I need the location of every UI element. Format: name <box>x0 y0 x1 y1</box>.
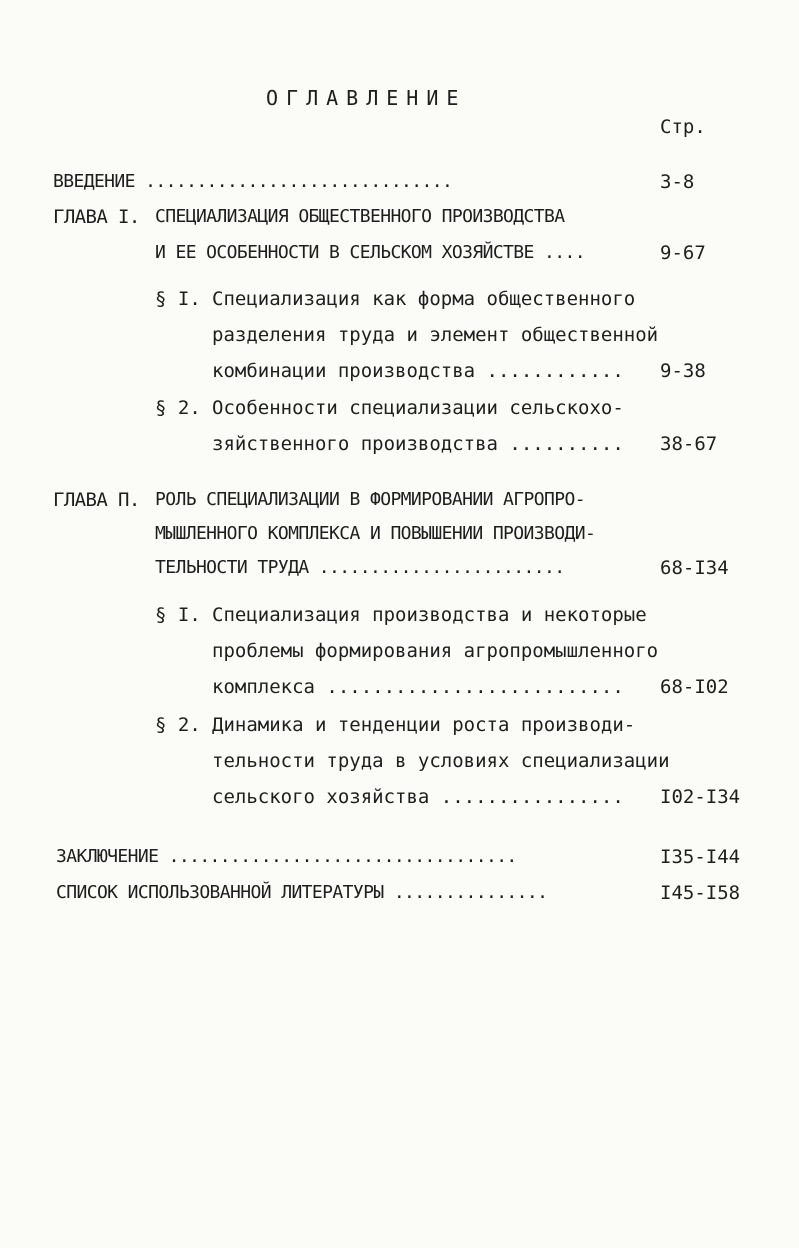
toc-ch1-section2-line2: зяйственного производства .......... <box>212 433 624 455</box>
toc-ch1-section2-label: § 2. <box>155 397 201 419</box>
toc-chapter1-line1: СПЕЦИАЛИЗАЦИЯ ОБЩЕСТВЕННОГО ПРОИЗВОДСТВА <box>155 206 565 227</box>
toc-ch2-section2-line3: сельского хозяйства ................ <box>212 786 624 808</box>
toc-pages-intro: 3-8 <box>660 171 695 193</box>
toc-pages-ch1-section2: 38-67 <box>660 433 718 455</box>
toc-pages-ch2-section2: I02-I34 <box>660 786 741 808</box>
toc-ch2-section2-line2: тельности труда в условиях специализации <box>212 750 670 772</box>
toc-pages-conclusion: I35-I44 <box>660 846 741 868</box>
toc-ch1-section2-line1: Особенности специализации сельскохо- <box>212 397 624 419</box>
toc-ch1-section1-line2: разделения труда и элемент общественной <box>212 324 659 346</box>
toc-chapter2-label: ГЛАВА П. <box>53 489 140 511</box>
toc-ch1-section1-label: § I. <box>155 288 201 310</box>
page-title: ОГЛАВЛЕНИЕ <box>266 86 467 110</box>
toc-entry-conclusion: ЗАКЛЮЧЕНИЕ .................................. <box>56 846 517 867</box>
toc-pages-chapter2: 68-I34 <box>660 557 729 579</box>
toc-ch2-section1-line1: Специализация производства и некоторые <box>212 604 647 626</box>
toc-ch2-section2-line1: Динамика и тенденции роста производи- <box>212 714 636 736</box>
toc-pages-chapter1: 9-67 <box>660 242 706 264</box>
toc-pages-ch2-section1: 68-I02 <box>660 676 729 698</box>
toc-ch1-section1-line1: Специализация как форма общественного <box>212 288 636 310</box>
toc-entry-intro: ВВЕДЕНИЕ .............................. <box>53 171 453 192</box>
toc-ch2-section1-line3: комплекса .......................... <box>212 676 624 698</box>
toc-chapter2-line2: МЫШЛЕННОГО КОМПЛЕКСА И ПОВЫШЕНИИ ПРОИЗВОДИ- <box>155 523 596 544</box>
toc-ch2-section2-label: § 2. <box>155 714 201 736</box>
toc-chapter2-line1: РОЛЬ СПЕЦИАЛИЗАЦИИ В ФОРМИРОВАНИИ АГРОПРО- <box>155 489 585 510</box>
toc-ch1-section1-line3: комбинации производства ............ <box>212 360 624 382</box>
toc-pages-bibliography: I45-I58 <box>660 882 741 904</box>
toc-entry-bibliography: СПИСОК ИСПОЛЬЗОВАННОЙ ЛИТЕРАТУРЫ ............... <box>56 882 548 903</box>
toc-chapter1-label: ГЛАВА I. <box>53 206 140 228</box>
page-column-header: Стр. <box>660 116 706 138</box>
toc-chapter2-line3: ТЕЛЬНОСТИ ТРУДА ........................ <box>155 557 565 578</box>
toc-pages-ch1-section1: 9-38 <box>660 360 706 382</box>
toc-ch2-section1-label: § I. <box>155 604 201 626</box>
toc-chapter1-line2: И ЕЕ ОСОБЕННОСТИ В СЕЛЬСКОМ ХОЗЯЙСТВЕ .... <box>155 242 585 263</box>
toc-ch2-section1-line2: проблемы формирования агропромышленного <box>212 640 659 662</box>
